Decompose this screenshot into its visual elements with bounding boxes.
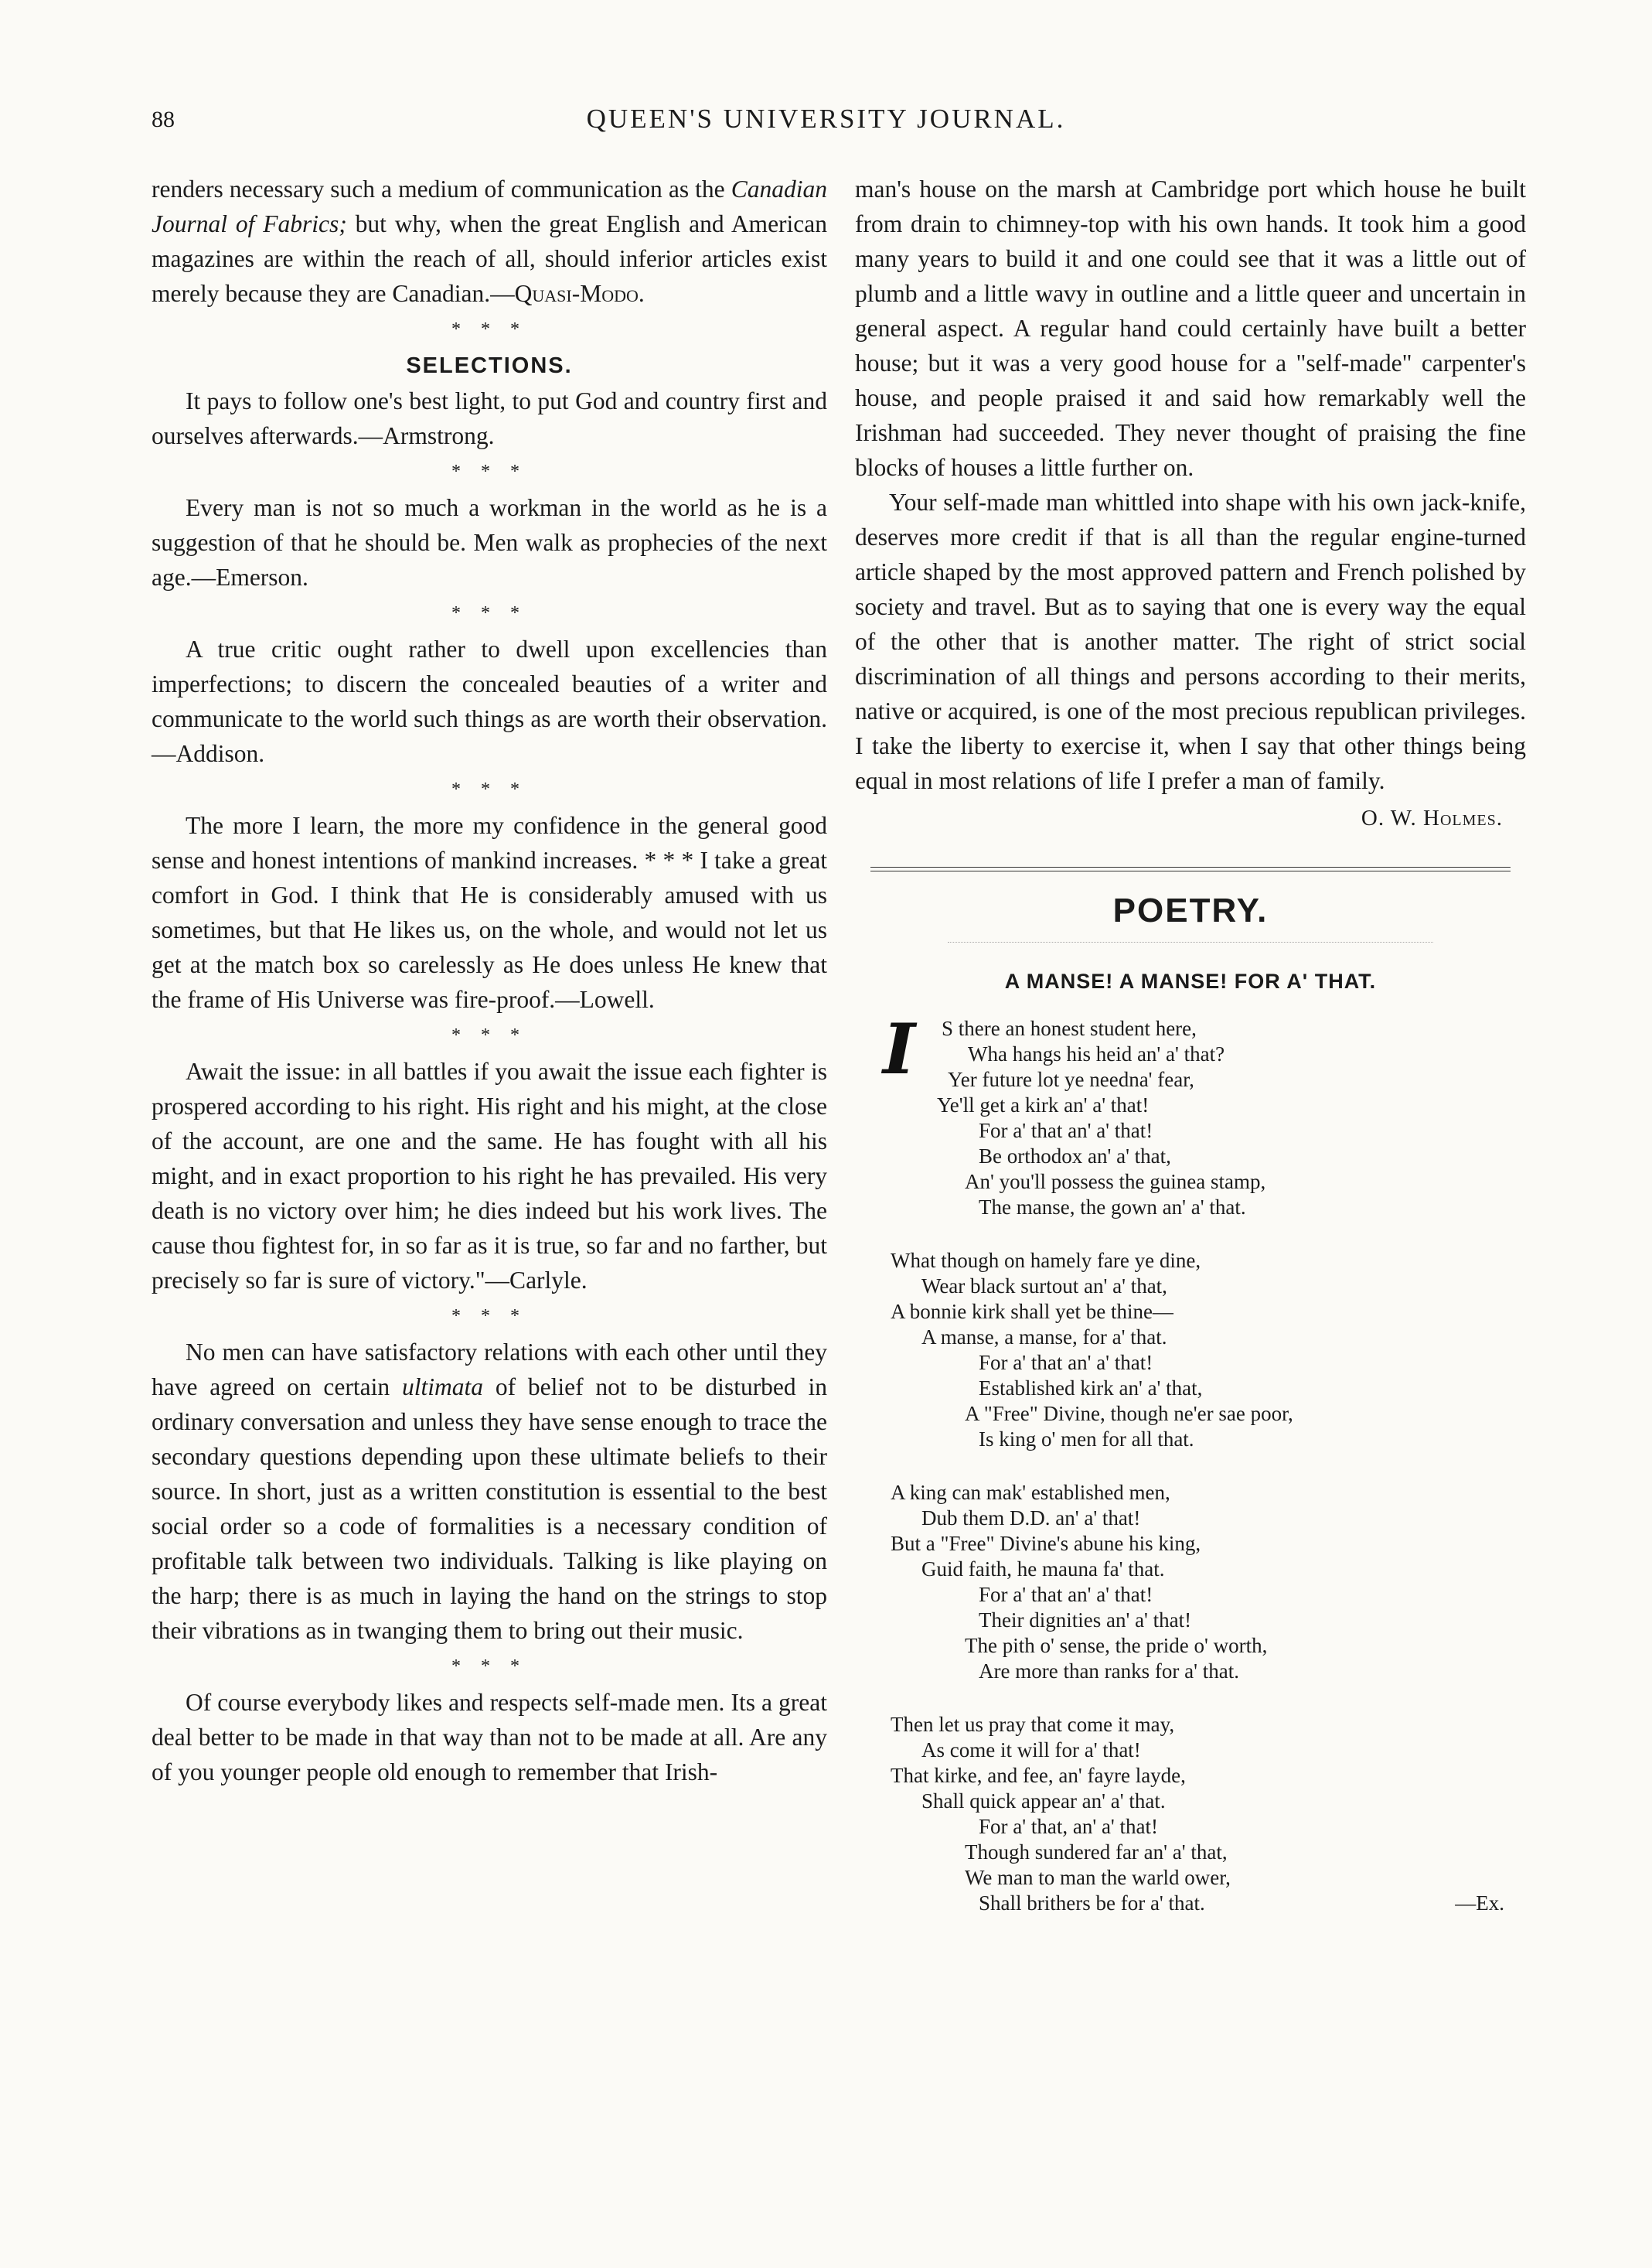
- quote-armstrong: It pays to follow one's best light, to put God and country first and ourselves afterwards.—Armstrong.: [152, 387, 827, 449]
- poem-line: Be orthodox an' a' that,: [979, 1144, 1171, 1168]
- page-number: 88: [152, 107, 175, 132]
- poem-line: But a "Free" Divine's abune his king,: [891, 1532, 1201, 1555]
- poetry-heading: POETRY.: [1112, 892, 1269, 929]
- poem-line: Ye'll get a kirk an' a' that!: [937, 1093, 1150, 1117]
- poetry-underline: [948, 942, 1433, 943]
- poem-line: For a' that an' a' that!: [979, 1583, 1153, 1606]
- running-head: QUEEN'S UNIVERSITY JOURNAL.: [586, 104, 1066, 134]
- quote-emerson: Every man is not so much a workman in the world as he is a suggestion of that he should be. Men walk as prophecies of the next age.—Emerson.: [152, 494, 827, 591]
- poem-line: We man to man the warld ower,: [965, 1866, 1231, 1889]
- poem-line: What though on hamely fare ye dine,: [891, 1249, 1201, 1272]
- poem-line: Established kirk an' a' that,: [979, 1376, 1203, 1400]
- poem-line: As come it will for a' that!: [921, 1738, 1141, 1762]
- poem-credit: —Ex.: [1455, 1891, 1504, 1915]
- poem-line: A king can mak' established men,: [891, 1481, 1170, 1504]
- separator-stars: * * *: [451, 603, 527, 623]
- separator-stars: * * *: [451, 1656, 527, 1676]
- poem-line: S there an honest student here,: [942, 1017, 1197, 1040]
- poem-line: Is king o' men for all that.: [979, 1427, 1194, 1451]
- separator-stars: * * *: [451, 1306, 527, 1326]
- poem-line: An' you'll possess the guinea stamp,: [965, 1170, 1266, 1193]
- paragraph-continued: [152, 172, 827, 311]
- poem-stanza-1: [855, 1008, 1526, 1220]
- right-column: [855, 172, 1526, 1916]
- quote-ultimata: [152, 1335, 827, 1648]
- poem-line: Wha hangs his heid an' a' that?: [968, 1042, 1225, 1066]
- quote-holmes-start: Of course everybody likes and respects self-made men. Its a great deal better to be made in that way than not to be made at all. Are any of you younger people old enough to remember that Irish-: [152, 1689, 827, 1785]
- left-column: [152, 172, 827, 1789]
- q6-part-b: of belief not to be disturbed in ordinary conversation and unless they have sense enough to trace the secondary questions depending upon these ultimate beliefs to their source. In short, just as a written constitution is essential to the best social order so a code of formalities is a necessary condition of profitable talk between two individuals. Talking is like playing on the harp; there is as much in laying the hand on the strings to stop their vibrations as in twanging them to bring out their music.: [152, 1373, 828, 1644]
- quote-lowell: The more I learn, the more my confidence in the general good sense and honest intentions of mankind increases. * * * I take a great comfort in God. I think that He is considerably amused with us sometimes, but that He likes us, on the whole, and would not let us get at the match box so carelessly as He does unless He knew that the frame of His Universe was fire-proof.—Lowell.: [152, 812, 827, 1013]
- quote-addison: A true critic ought rather to dwell upon excellencies than imperfections; to discern the concealed beauties of a writer and communicate to the world such things as are worth their observation.—Addison.: [152, 636, 827, 767]
- poem-line: Though sundered far an' a' that,: [965, 1840, 1228, 1864]
- poem-line: Shall brithers be for a' that.: [979, 1891, 1205, 1915]
- poem-body: [855, 1008, 1526, 1916]
- p0-signature: Quasi-Modo.: [514, 280, 645, 307]
- poem-line: A bonnie kirk shall yet be thine—: [891, 1300, 1173, 1323]
- poem-title: A MANSE! A MANSE! FOR A' THAT.: [1004, 970, 1377, 993]
- poem-line: Their dignities an' a' that!: [979, 1608, 1192, 1632]
- poem-line: The pith o' sense, the pride o' worth,: [965, 1634, 1268, 1657]
- poem-line: For a' that an' a' that!: [979, 1119, 1153, 1142]
- quote-holmes-continued: man's house on the marsh at Cambridge port which house he built from drain to chimney-top with his own hands. It took him a good many years to build it and one could see that it was a little out of plumb and a little wavy in outline and a little queer and uncertain in general aspect. A regular hand could certainly have built a better house; but it was a very good house for a "self-made" carpenter's house, and people praised it and said how remarkably well the Irishman had succeeded. They never thought of praising the fine blocks of houses a little further on.: [855, 176, 1526, 481]
- poem-stanza-2: [855, 1248, 1526, 1452]
- poem-line: A "Free" Divine, though ne'er sae poor,: [965, 1402, 1293, 1425]
- selections-heading: SELECTIONS.: [406, 353, 573, 378]
- poem-stanza-3: [855, 1480, 1526, 1684]
- section-divider: [870, 867, 1511, 871]
- quote-holmes-p2: Your self-made man whittled into shape with his own jack-knife, deserves more credit if that is all than the regular engine-turned article shaped by the most approved pattern and French polished by society and travel. But as to saying that one is every way the equal of the other that is another matter. The right of strict social discrimination of all things and persons according to their merits, native or acquired, is one of the most precious republican privileges. I take the liberty to exercise it, when I say that other things being equal in most relations of life I prefer a man of family.: [855, 489, 1526, 794]
- separator-stars: * * *: [451, 319, 527, 339]
- poem-line: Are more than ranks for a' that.: [979, 1659, 1239, 1683]
- q6-italic: ultimata: [401, 1373, 483, 1400]
- poem-line: A manse, a manse, for a' that.: [921, 1325, 1167, 1349]
- separator-stars: * * *: [451, 1025, 527, 1045]
- poem-line: For a' that, an' a' that!: [979, 1815, 1159, 1838]
- separator-stars: * * *: [451, 779, 527, 800]
- holmes-signature: O. W. Holmes.: [1361, 806, 1503, 830]
- p0-rest: but why, when the great English and American magazines are within the reach of all, should inferior articles exist merely because they are Canadian.—: [152, 210, 827, 307]
- drop-cap: I: [883, 1008, 916, 1090]
- poem-line: Yer future lot ye needna' fear,: [948, 1068, 1194, 1091]
- poem-line: Guid faith, he mauna fa' that.: [921, 1557, 1165, 1581]
- poem-line: That kirke, and fee, an' fayre layde,: [891, 1764, 1186, 1787]
- poem-line: For a' that an' a' that!: [979, 1351, 1153, 1374]
- poem-line: Then let us pray that come it may,: [891, 1713, 1175, 1736]
- poem-line: Dub them D.D. an' a' that!: [921, 1506, 1141, 1530]
- poem-stanza-4: [855, 1712, 1526, 1916]
- q6-part-a: No men can have satisfactory relations with each other until they have agreed on certain: [152, 1339, 827, 1400]
- poem-line: Shall quick appear an' a' that.: [921, 1789, 1166, 1813]
- separator-stars: * * *: [451, 462, 527, 482]
- p0-italic: Canadian Journal of Fabrics;: [152, 176, 828, 237]
- poem-line: The manse, the gown an' a' that.: [979, 1195, 1246, 1219]
- quote-carlyle: Await the issue: in all battles if you await the issue each fighter is prospered according to his right. His right and his might, at the close of the account, are one and the same. He has fought with all his might, and in exact proportion to his right he has prevailed. His very death is no victory over him; he dies indeed but his work lives. The cause thou fightest for, in so far as it is true, so far and no farther, but precisely so far is sure of victory."—Carlyle.: [152, 1058, 827, 1294]
- divider-line: [870, 867, 1511, 868]
- p0-text: renders necessary such a medium of communication as the: [152, 176, 725, 203]
- poem-line: Wear black surtout an' a' that,: [921, 1274, 1167, 1298]
